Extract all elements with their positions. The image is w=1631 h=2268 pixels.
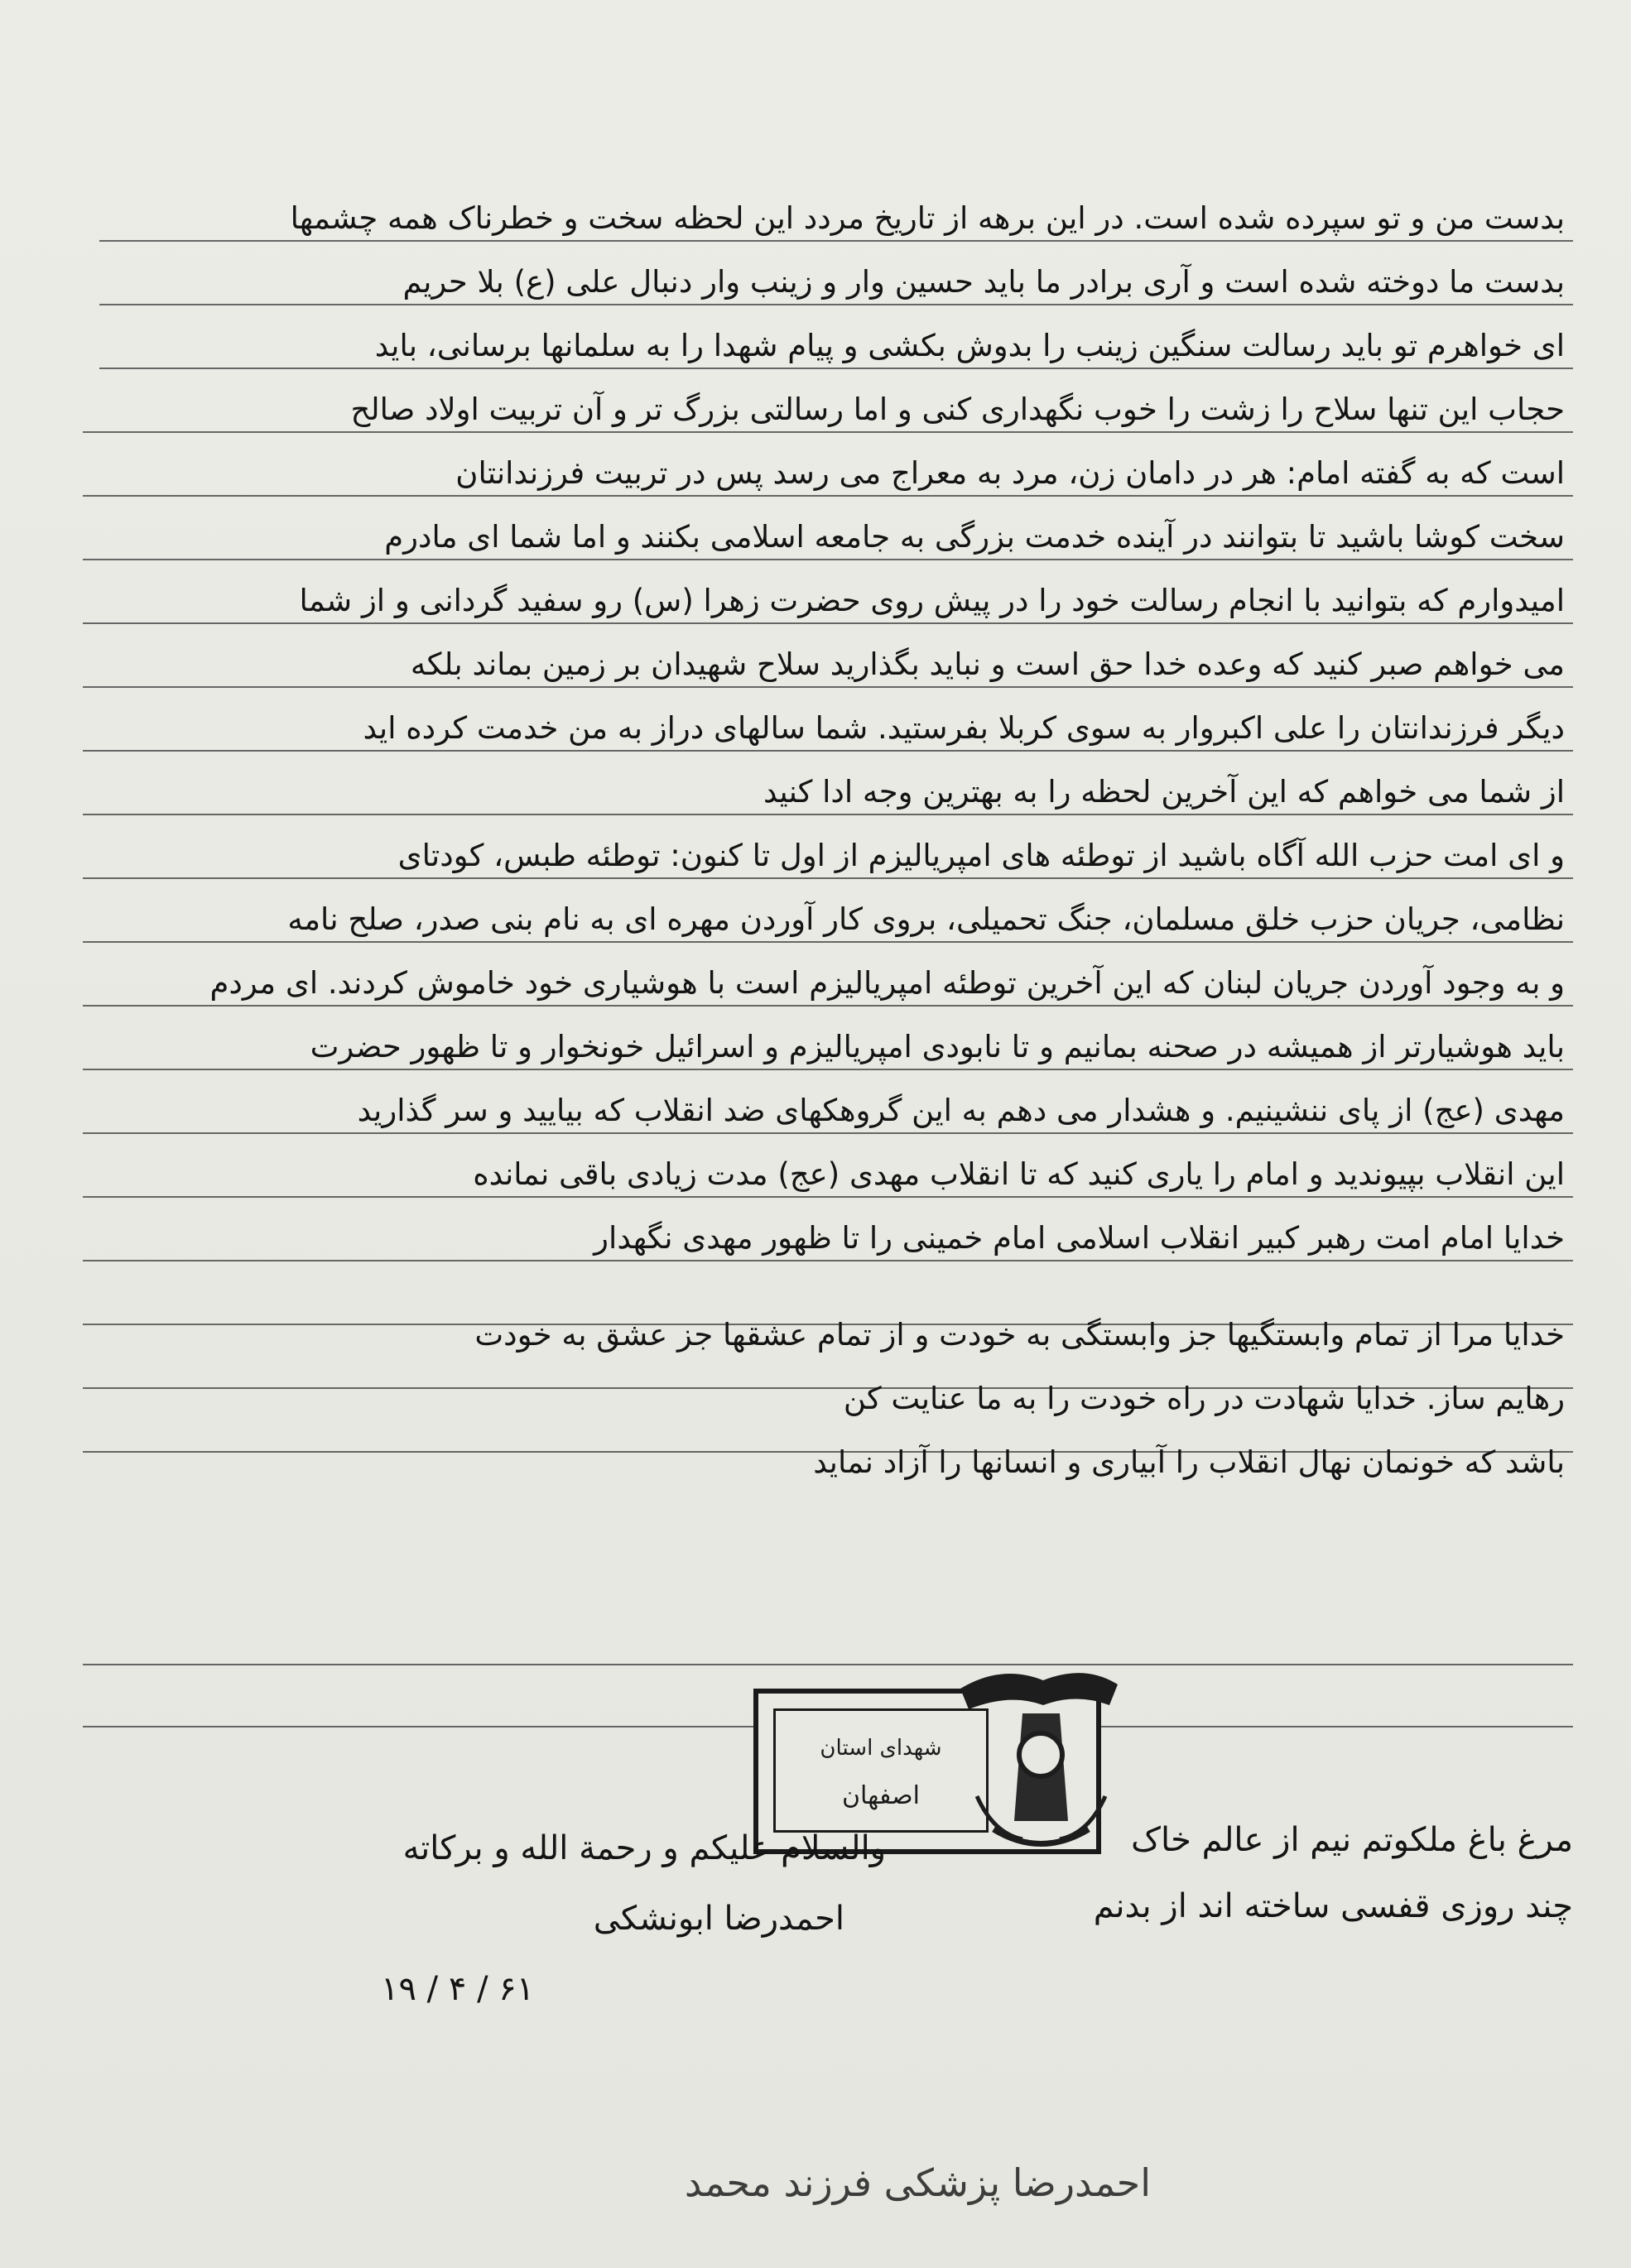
letter-line: و ای امت حزب الله آگاه باشید از توطئه های امپریالیزم از اول تا کنون: توطئه طبس، کودتای (397, 838, 1565, 873)
letter-line: باشد که خونمان نهال انقلاب را آبیاری و انسانها را آزاد نماید (813, 1444, 1565, 1480)
letter-line: خدایا مرا از تمام وابستگیها جز وابستگی به خودت و از تمام عشقها جز عشق به خودت (474, 1317, 1565, 1353)
signer-name: احمدرضا ابونشکی (593, 1900, 844, 1938)
ruled-line (83, 622, 1573, 624)
letter-line: مهدی (عج) از پای ننشینیم. و هشدار می دهم به این گروهکهای ضد انقلاب که بیایید و سر گذارید (357, 1093, 1565, 1128)
footer-note: احمدرضا پزشکی فرزند محمد (684, 2160, 1151, 2205)
letter-line: و به وجود آوردن جریان لبنان که این آخرین توطئه امپریالیزم است با هوشیاری خود خاموش کردند. ای مردم (209, 965, 1565, 1001)
stamp-text-line1: شهدای استان (820, 1736, 942, 1761)
stamp-text-line2: اصفهان (842, 1781, 920, 1810)
ruled-line (83, 750, 1573, 752)
letter-line: بدست ما دوخته شده است و آری برادر ما باید حسین وار و زینب وار دنبال علی (ع) بلا حریم (402, 264, 1565, 300)
ruled-line (83, 1196, 1573, 1198)
letter-line: رهایم ساز. خدایا شهادت در راه خودت را به ما عنایت کن (843, 1381, 1565, 1416)
ruled-line (83, 1005, 1573, 1007)
letter-line: باید هوشیارتر از همیشه در صحنه بمانیم و تا نابودی امپریالیزم و اسرائیل خونخوار و تا ظهور حضرت (310, 1029, 1565, 1064)
ruled-line (99, 368, 1573, 369)
ruled-line (83, 686, 1573, 688)
ruled-line (83, 941, 1573, 943)
poem-line-2: چند روزی قفسی ساخته اند از بدنم (1093, 1887, 1573, 1925)
letter-line: سخت کوشا باشید تا بتوانند در آینده خدمت بزرگی به جامعه اسلامی بکنند و اما شما ای مادرم (384, 519, 1565, 555)
ruled-line (83, 1664, 1573, 1665)
letter-line: دیگر فرزندانتان را علی اکبروار به سوی کربلا بفرستید. شما سالهای دراز به من خدمت کرده اید (363, 710, 1565, 746)
letter-line: خدایا امام امت رهبر کبیر انقلاب اسلامی امام خمینی را تا ظهور مهدی نگهدار (594, 1220, 1565, 1256)
emblem-icon (944, 1655, 1134, 1862)
ruled-line (99, 240, 1573, 242)
closing-salutation: والسلام علیکم و رحمة الله و برکاته (402, 1829, 886, 1867)
letter-line: از شما می خواهم که این آخرین لحظه را به بهترین وجه ادا کنید (763, 774, 1565, 810)
letter-line: حجاب این تنها سلاح را زشت را خوب نگهداری کنی و اما رسالتی بزرگ تر و آن تربیت اولاد صالح (350, 392, 1565, 427)
ruled-line (83, 1132, 1573, 1134)
letter-date: ۱۹ / ۴ / ۶۱ (381, 1970, 535, 2008)
ruled-line (83, 1069, 1573, 1070)
ruled-line (99, 304, 1573, 305)
letter-line: می خواهم صبر کنید که وعده خدا حق است و نباید بگذارید سلاح شهیدان بر زمین بماند بلکه (410, 646, 1565, 682)
ruled-line (83, 1260, 1573, 1261)
letter-line: بدست من و تو سپرده شده است. در این برهه از تاریخ مردد این لحظه سخت و خطرناک همه چشمها (290, 200, 1565, 236)
letter-line: نظامی، جریان حزب خلق مسلمان، جنگ تحمیلی، بروی کار آوردن مهره ای به نام بنی صدر، صلح نامه (287, 901, 1565, 937)
ruled-line (83, 431, 1573, 433)
letter-line: ای خواهرم تو باید رسالت سنگین زینب را بدوش بکشی و پیام شهدا را به سلمانها برسانی، باید (374, 328, 1565, 363)
ruled-line (83, 495, 1573, 497)
letter-line: امیدوارم که بتوانید با انجام رسالت خود را در پیش روی حضرت زهرا (س) رو سفید گردانی و از شما (299, 583, 1565, 618)
ruled-line (83, 814, 1573, 815)
letter-line: است که به گفته امام: هر در دامان زن، مرد به معراج می رسد پس در تربیت فرزندانتان (455, 455, 1565, 491)
letter-line: این انقلاب بپیوندید و امام را یاری کنید که تا انقلاب مهدی (عج) مدت زیادی باقی نمانده (473, 1156, 1565, 1192)
ruled-line (83, 559, 1573, 560)
ruled-line (83, 877, 1573, 879)
poem-line-1: مرغ باغ ملکوتم نیم از عالم خاک (1131, 1821, 1573, 1859)
